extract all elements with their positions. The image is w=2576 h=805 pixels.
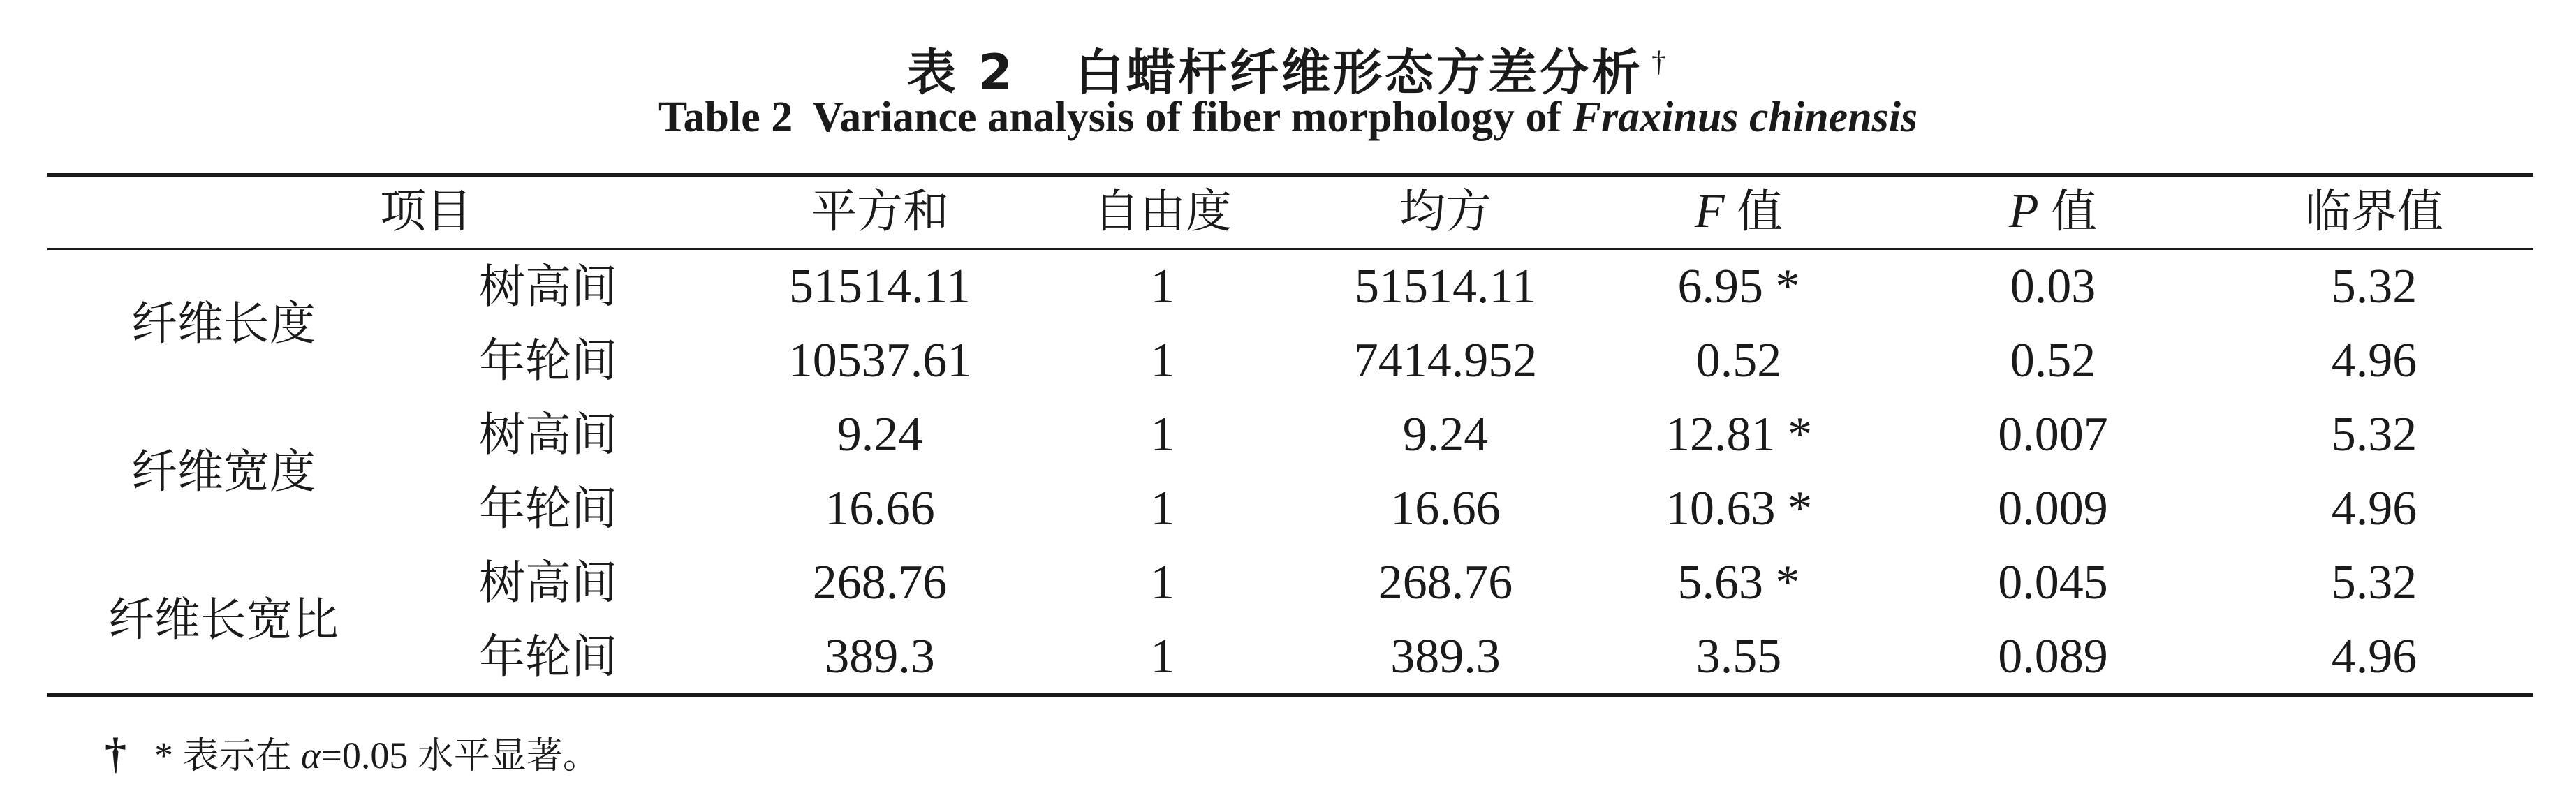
row-source: 树高间 — [479, 408, 617, 461]
cell-critical: 5.32 — [2331, 408, 2417, 461]
group-label-fiber-width: 纤维宽度 — [131, 445, 316, 498]
row-source: 年轮间 — [479, 334, 617, 387]
header-critical-value: 临界值 — [2305, 184, 2443, 238]
cell-f: 6.95 * — [1677, 260, 1800, 313]
table-footnote — [105, 726, 599, 784]
cell-critical: 4.96 — [2331, 482, 2417, 536]
footnote-alpha-value: =0.05 — [321, 734, 409, 776]
cell-ms: 7414.952 — [1353, 334, 1538, 387]
footnote-alpha: α — [301, 734, 321, 776]
cell-critical: 4.96 — [2331, 334, 2417, 387]
cell-critical: 5.32 — [2331, 260, 2417, 313]
footnote-dagger: † — [105, 730, 126, 778]
cell-f: 10.63 * — [1665, 482, 1812, 536]
species-name: Fraxinus chinensis — [1572, 94, 1918, 141]
header-degrees-of-freedom: 自由度 — [1094, 184, 1232, 238]
cell-p: 0.007 — [1998, 408, 2108, 461]
footnote-star: * — [154, 734, 173, 776]
header-sum-of-squares: 平方和 — [811, 184, 949, 238]
table-title-en: Variance analysis of fiber morphology of — [812, 94, 1562, 141]
cell-ss: 9.24 — [837, 408, 923, 461]
cell-ss: 10537.61 — [788, 334, 972, 387]
row-source: 树高间 — [479, 260, 617, 313]
cell-f: 0.52 — [1695, 334, 1782, 387]
cell-critical: 4.96 — [2331, 630, 2417, 684]
cell-ms: 268.76 — [1378, 556, 1513, 610]
cell-ms: 389.3 — [1390, 630, 1501, 684]
header-f-value — [1606, 175, 1871, 249]
cell-ss: 389.3 — [825, 630, 935, 684]
header-mean-square: 均方 — [1399, 184, 1492, 238]
header-item: 项目 — [380, 184, 472, 238]
cell-ss: 16.66 — [825, 482, 935, 536]
cell-df: 1 — [1150, 334, 1175, 387]
cell-f: 12.81 * — [1665, 408, 1812, 461]
row-source: 年轮间 — [479, 482, 617, 536]
cell-ms: 16.66 — [1390, 482, 1501, 536]
footnote-text-after: 水平显著。 — [417, 735, 599, 777]
header-p-value — [1927, 175, 2179, 249]
cell-ms: 51514.11 — [1355, 260, 1536, 313]
cell-f: 5.63 * — [1677, 556, 1800, 610]
table-label-cn: 表 2 — [906, 44, 1015, 101]
cell-p: 0.045 — [1998, 556, 2108, 610]
header-p-suffix: 值 — [2051, 184, 2098, 238]
cell-df: 1 — [1150, 556, 1175, 610]
table-caption-en — [0, 89, 2576, 145]
cell-df: 1 — [1150, 408, 1175, 461]
cell-f: 3.55 — [1695, 630, 1782, 684]
header-p-symbol: P — [2008, 184, 2039, 238]
cell-ms: 9.24 — [1402, 408, 1489, 461]
dagger-mark: † — [1651, 46, 1670, 78]
table-title-cn: 白蜡杆纤维形态方差分析 — [1075, 44, 1644, 101]
header-f-symbol: F — [1694, 184, 1725, 238]
group-label-fiber-length: 纤维长度 — [131, 297, 316, 350]
cell-ss: 268.76 — [812, 556, 948, 610]
cell-critical: 5.32 — [2331, 556, 2417, 610]
table-label-en: Table 2 — [658, 94, 793, 141]
cell-p: 0.089 — [1998, 630, 2108, 684]
cell-p: 0.52 — [2010, 334, 2096, 387]
group-label-fiber-aspect-ratio: 纤维长宽比 — [108, 593, 339, 647]
cell-p: 0.03 — [2010, 260, 2096, 313]
row-source: 年轮间 — [479, 630, 617, 684]
cell-p: 0.009 — [1998, 482, 2108, 536]
row-source: 树高间 — [479, 556, 617, 610]
cell-df: 1 — [1150, 260, 1175, 313]
cell-ss: 51514.11 — [789, 260, 971, 313]
cell-df: 1 — [1150, 630, 1175, 684]
header-f-suffix: 值 — [1737, 184, 1783, 238]
cell-df: 1 — [1150, 482, 1175, 536]
footnote-text-before: 表示在 — [182, 735, 292, 777]
